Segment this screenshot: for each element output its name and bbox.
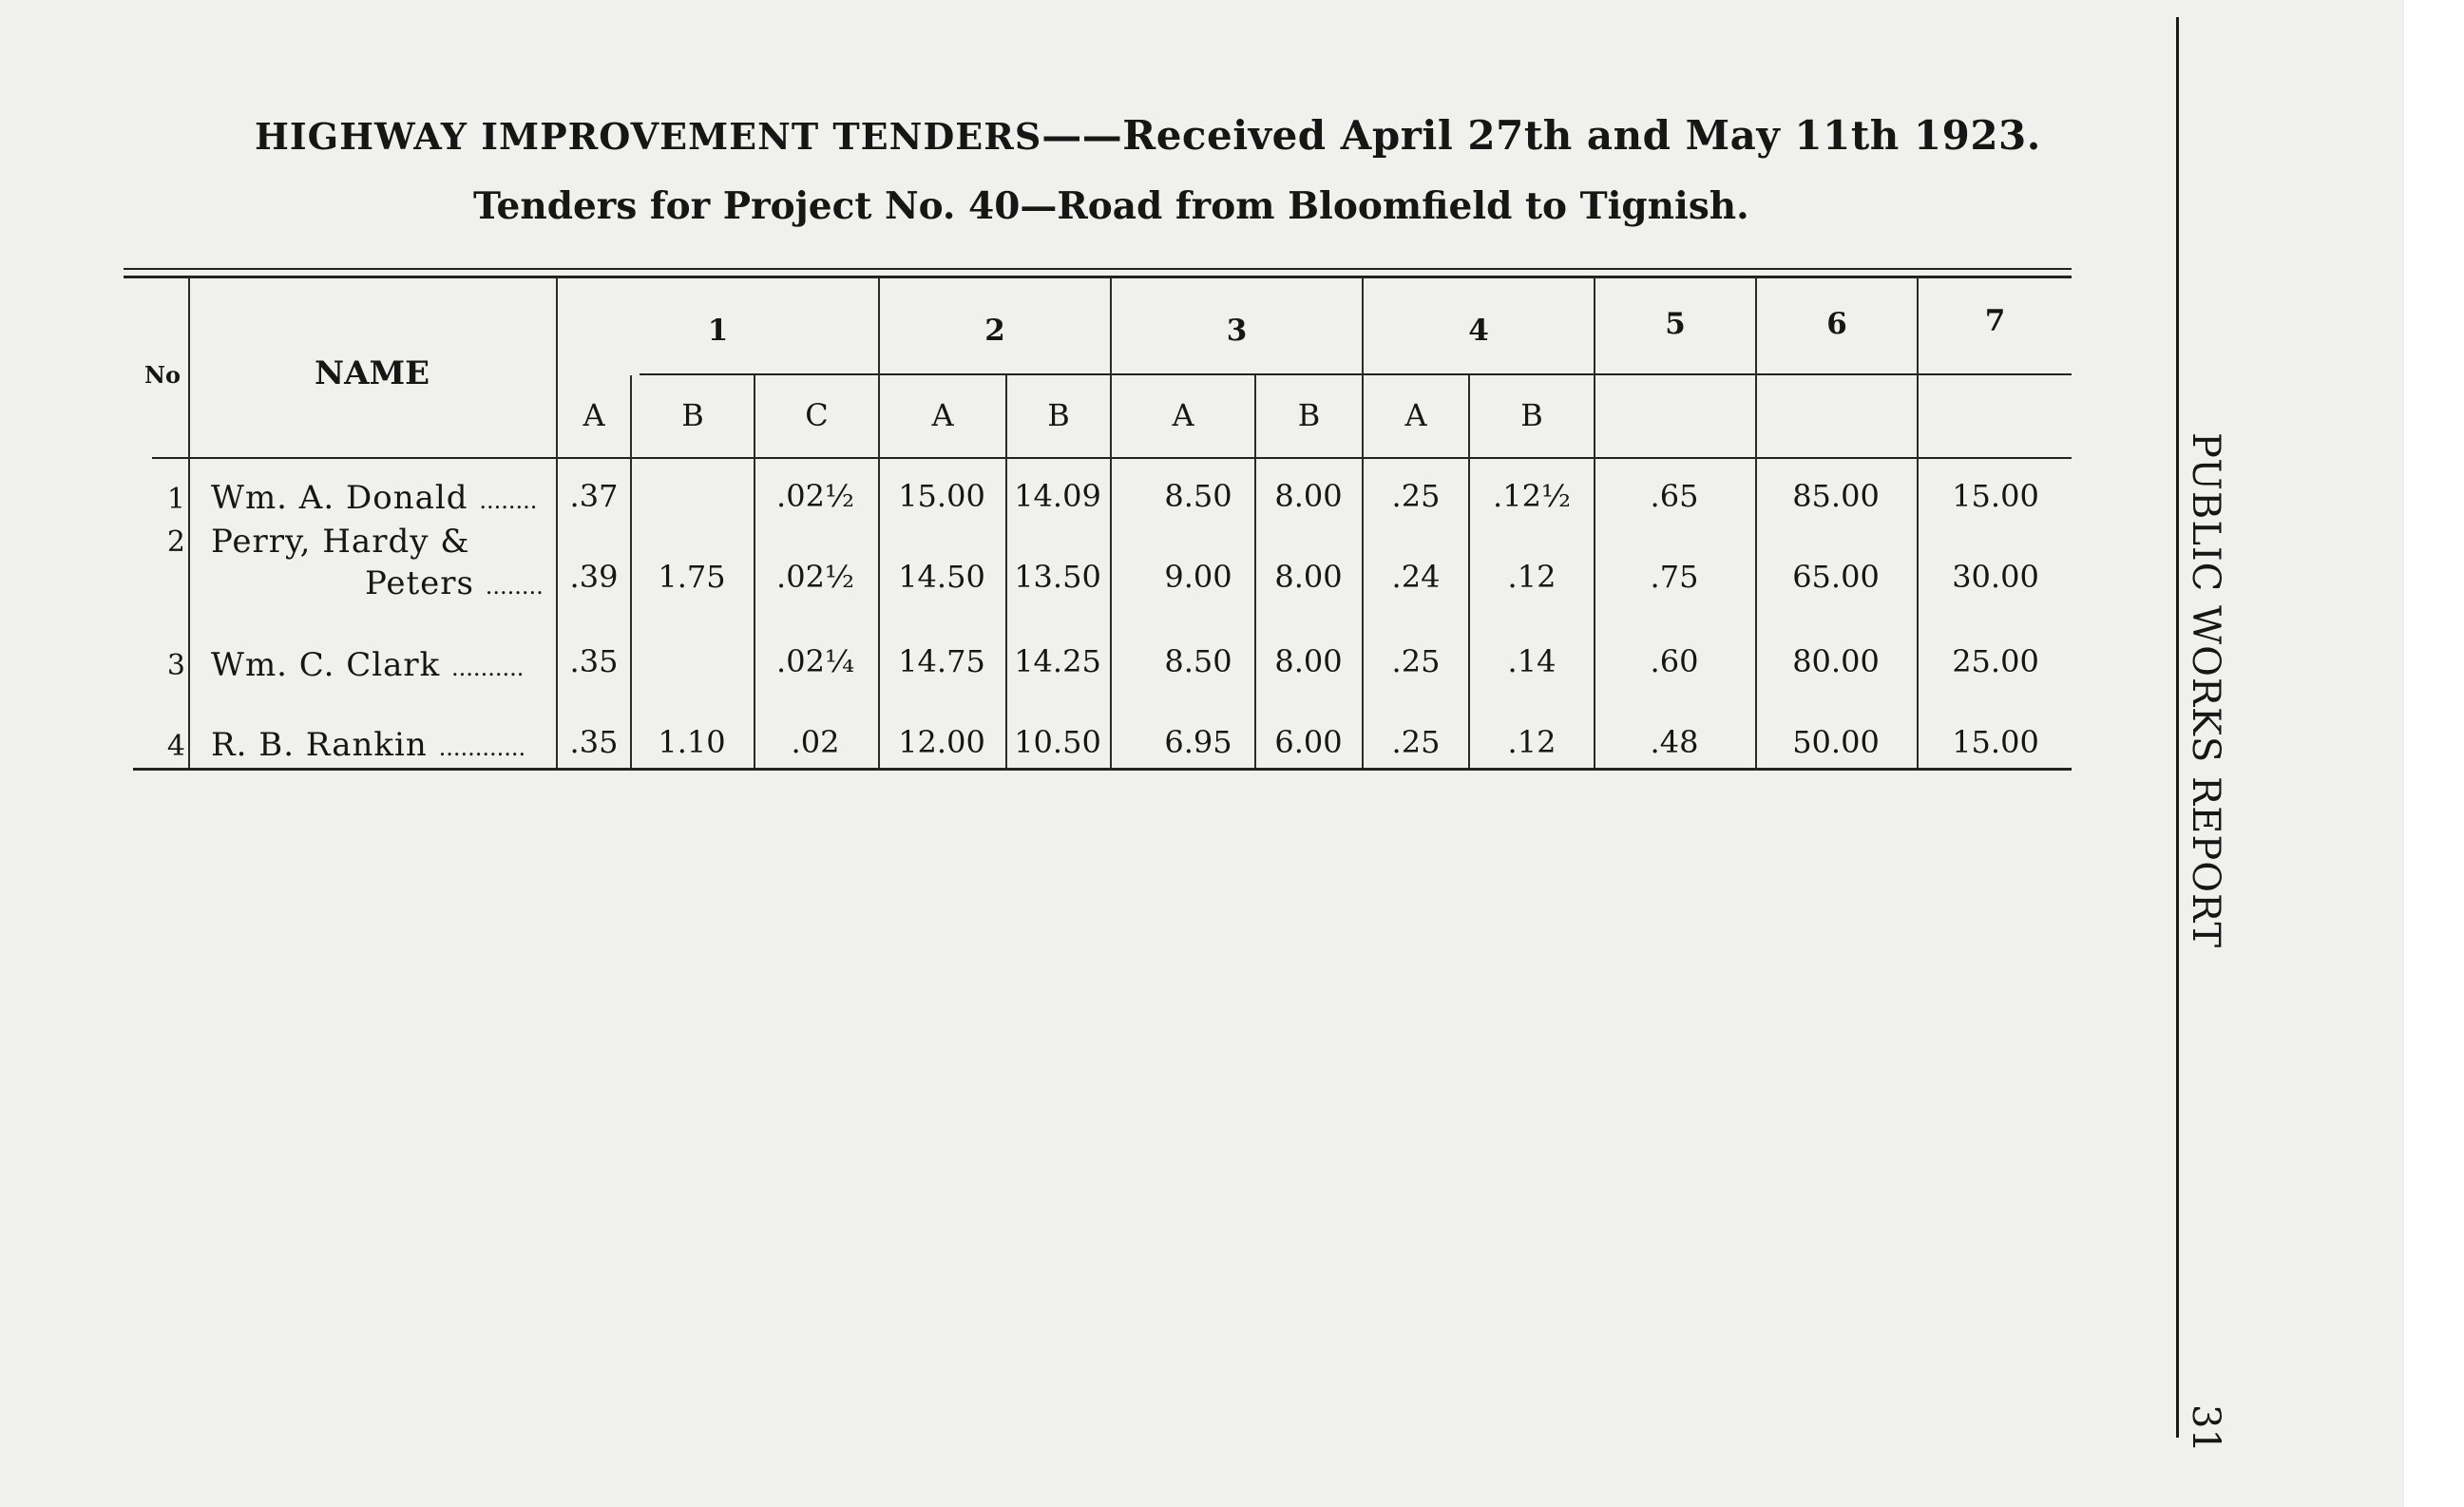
- subheader-4a: A: [1404, 397, 1427, 433]
- header-group-3: 3: [1226, 314, 1248, 348]
- table-cell: 14.25: [1014, 643, 1101, 679]
- table-cell: .02: [791, 724, 840, 760]
- table-cell: 8.00: [1274, 643, 1343, 679]
- header-group-4: 4: [1468, 314, 1489, 348]
- col-rule-g5: [1594, 277, 1595, 768]
- leader-dots: ............: [438, 734, 526, 761]
- subheader-2a: A: [931, 397, 954, 433]
- row-number: 4: [166, 730, 185, 763]
- table-cell: .25: [1391, 724, 1441, 760]
- table-cell: 14.75: [898, 643, 985, 679]
- table-cell: 25.00: [1952, 643, 2039, 679]
- table-top-rule-1: [124, 268, 2072, 270]
- table-cell: .12½: [1493, 478, 1571, 514]
- table-cell: 15.00: [1952, 478, 2039, 514]
- table-cell: 85.00: [1792, 478, 1880, 514]
- table-cell: 50.00: [1792, 724, 1880, 760]
- subheader-3a: A: [1172, 397, 1194, 433]
- table-cell: 6.00: [1274, 724, 1343, 760]
- table-cell: 6.95: [1164, 724, 1232, 760]
- tenders-table: [0, 0, 2091, 798]
- table-cell: 1.75: [658, 559, 726, 595]
- table-cell: 65.00: [1792, 559, 1880, 595]
- table-cell: 9.00: [1164, 559, 1232, 595]
- row-name-continued: [365, 564, 544, 602]
- table-cell: .14: [1507, 643, 1557, 679]
- header-group-rule: [640, 373, 2072, 375]
- row-name-text: Wm. A. Donald: [211, 479, 468, 517]
- row-name-text: R. B. Rankin: [211, 726, 428, 764]
- table-cell: 15.00: [898, 478, 985, 514]
- row-name-text: Wm. C. Clark: [211, 646, 441, 684]
- row-name: [211, 726, 525, 764]
- table-cell: 10.50: [1014, 724, 1101, 760]
- col-rule-no: [188, 277, 190, 768]
- table-cell: 8.00: [1274, 559, 1343, 595]
- table-cell: .25: [1391, 643, 1441, 679]
- subheader-1c: C: [805, 397, 829, 433]
- subheader-3b: B: [1297, 397, 1321, 433]
- row-number: 1: [166, 483, 185, 516]
- subheader-1b: B: [681, 397, 704, 433]
- leader-dots: ..........: [451, 655, 525, 681]
- header-group-2: 2: [984, 314, 1005, 348]
- subheader-4b: B: [1520, 397, 1543, 433]
- table-cell: 30.00: [1952, 559, 2039, 595]
- table-cell: .37: [569, 478, 619, 514]
- table-cell: .02½: [776, 478, 854, 514]
- header-group-5: 5: [1665, 307, 1686, 341]
- header-group-6: 6: [1826, 307, 1847, 341]
- table-cell: .35: [569, 724, 619, 760]
- table-cell: .65: [1650, 478, 1699, 514]
- subheader-1a: A: [583, 397, 605, 433]
- table-cell: 15.00: [1952, 724, 2039, 760]
- col-rule-name: [556, 277, 558, 768]
- scan-edge: [2404, 0, 2464, 1507]
- table-cell: .39: [569, 559, 619, 595]
- table-cell: 8.50: [1164, 643, 1232, 679]
- table-cell: .02¼: [776, 643, 854, 679]
- side-rule: [2176, 17, 2179, 1438]
- col-rule-g3: [1110, 277, 1112, 768]
- header-name: NAME: [314, 354, 430, 392]
- table-cell: .60: [1650, 643, 1699, 679]
- table-top-rule-2: [124, 276, 2072, 278]
- row-name: [211, 479, 537, 517]
- page-subtitle: Tenders for Project No. 40—Road from Bloomfield to Tignish.: [473, 184, 1749, 228]
- row-name: Perry, Hardy &: [211, 523, 470, 561]
- leader-dots: ........: [479, 487, 538, 514]
- header-group-7: 7: [1984, 304, 2006, 338]
- table-cell: .75: [1650, 559, 1699, 595]
- col-rule-g2: [878, 277, 880, 768]
- table-cell: .02½: [776, 559, 854, 595]
- table-bottom-rule: [133, 768, 2072, 771]
- table-cell: 14.50: [898, 559, 985, 595]
- table-cell: .12: [1507, 559, 1557, 595]
- page-number: 31: [2184, 1404, 2227, 1453]
- side-label: PUBLIC WORKS REPORT: [2184, 432, 2227, 949]
- table-cell: 80.00: [1792, 643, 1880, 679]
- table-cell: .35: [569, 643, 619, 679]
- row-name-text: Peters: [365, 564, 474, 602]
- header-group-1: 1: [707, 314, 729, 348]
- col-rule-g6: [1755, 277, 1757, 768]
- table-cell: 1.10: [658, 724, 726, 760]
- row-name: [211, 646, 524, 684]
- table-cell: 8.00: [1274, 478, 1343, 514]
- table-cell: .25: [1391, 478, 1441, 514]
- title-main: HIGHWAY IMPROVEMENT TENDERS: [255, 115, 1042, 158]
- table-cell: 12.00: [898, 724, 985, 760]
- title-received: ——Received April 27th and May 11th 1923.: [1041, 112, 2041, 159]
- subheader-2b: B: [1047, 397, 1070, 433]
- header-bottom-rule: [152, 457, 2072, 459]
- table-cell: .24: [1391, 559, 1441, 595]
- table-cell: 14.09: [1014, 478, 1101, 514]
- row-number: 2: [166, 525, 185, 559]
- table-cell: .48: [1650, 724, 1699, 760]
- table-cell: .12: [1507, 724, 1557, 760]
- col-rule-g7: [1917, 277, 1919, 768]
- table-cell: 13.50: [1014, 559, 1101, 595]
- row-number: 3: [166, 649, 185, 682]
- table-cell: 8.50: [1164, 478, 1232, 514]
- header-no: No: [144, 361, 181, 389]
- leader-dots: ........: [485, 573, 544, 600]
- col-rule-g4: [1362, 277, 1364, 768]
